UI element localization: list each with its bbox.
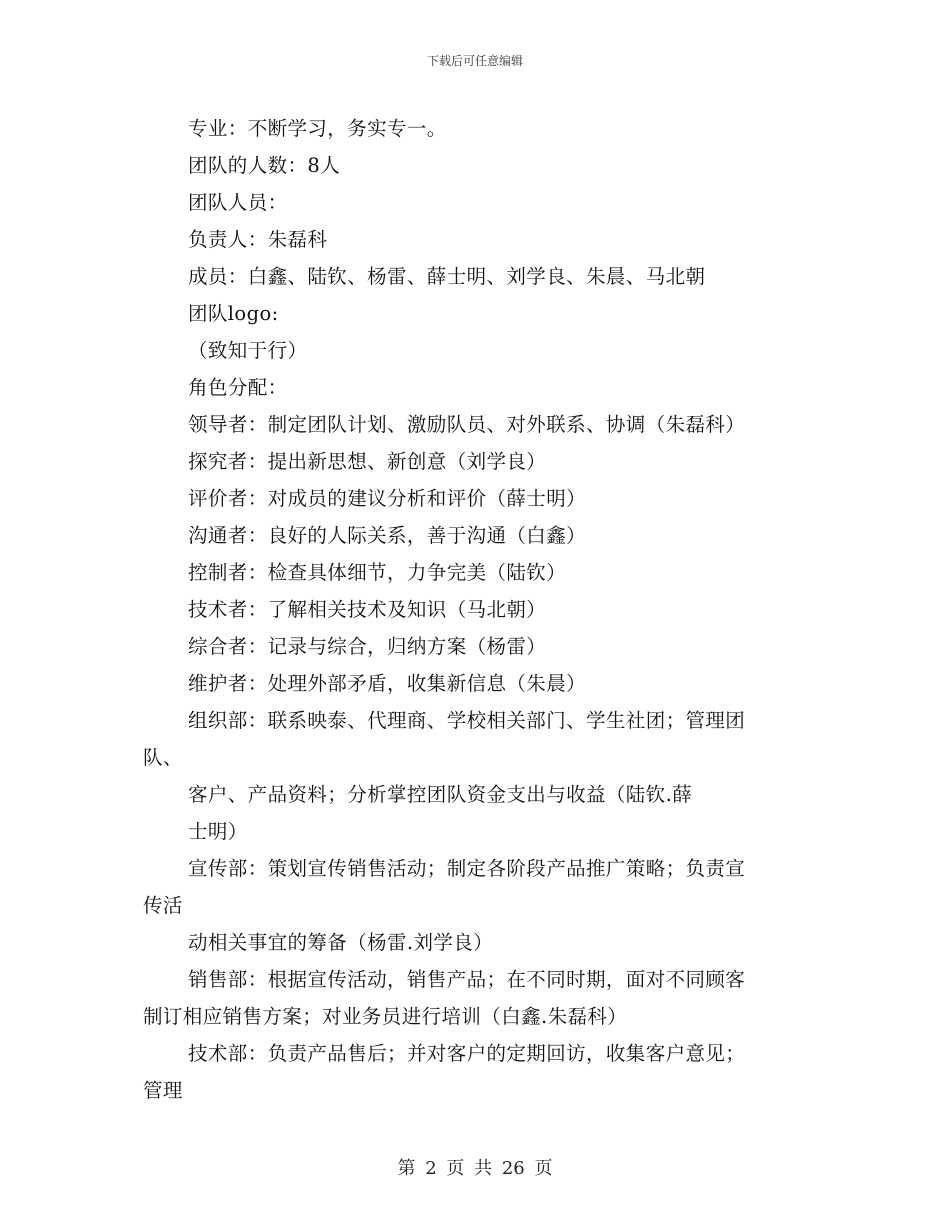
text-line: 专业：不断学习，务实专一。 xyxy=(188,117,447,140)
text-line: 销售部：根据宣传活动，销售产品；在不同时期，面对不同顾客 xyxy=(188,968,746,991)
text-line: 技术部：负责产品售后；并对客户的定期回访，收集客户意见； xyxy=(188,1042,746,1065)
page-header: 下载后可任意编辑 xyxy=(426,54,523,68)
text-line: 团队的人数：8人 xyxy=(188,154,341,177)
page-footer: 第 2 页 共 26 页 xyxy=(397,1158,553,1179)
text-line: 团队人员： xyxy=(188,191,288,214)
text-line: 维护者：处理外部矛盾，收集新信息（朱晨） xyxy=(188,672,587,695)
document-body xyxy=(143,110,803,1109)
text-line: 宣传部：策划宣传销售活动；制定各阶段产品推广策略；负责宣 xyxy=(188,857,746,880)
text-line: 组织部：联系映泰、代理商、学校相关部门、学生社团；管理团 xyxy=(188,709,746,732)
text-line: 综合者：记录与综合，归纳方案（杨雷） xyxy=(188,635,547,658)
text-line: 管理 xyxy=(143,1079,183,1102)
text-line: 技术者：了解相关技术及知识（马北朝） xyxy=(188,598,547,621)
text-line: 动相关事宜的筹备（杨雷.刘学良） xyxy=(188,931,494,954)
text-line: （致知于行） xyxy=(188,339,308,362)
text-line: 客户、产品资料；分析掌控团队资金支出与收益（陆钦.薛 xyxy=(188,783,693,806)
text-line: 沟通者：良好的人际关系，善于沟通（白鑫） xyxy=(188,524,587,547)
text-line: 评价者：对成员的建议分析和评价（薛士明） xyxy=(188,487,587,510)
text-line: 团队logo: xyxy=(188,302,279,325)
text-line: 传活 xyxy=(143,894,183,917)
text-line: 领导者：制定团队计划、激励队员、对外联系、协调（朱磊科） xyxy=(188,413,746,436)
text-line: 控制者：检查具体细节，力争完美（陆钦） xyxy=(188,561,567,584)
text-line: 角色分配： xyxy=(188,376,288,399)
text-line: 成员：白鑫、陆钦、杨雷、薛士明、刘学良、朱晨、马北朝 xyxy=(188,265,706,288)
text-line: 制订相应销售方案；对业务员进行培训（白鑫.朱磊科） xyxy=(143,1005,628,1028)
text-line: 负责人：朱磊科 xyxy=(188,228,328,251)
text-line: 士明） xyxy=(188,820,248,843)
text-line: 队、 xyxy=(143,746,183,769)
text-line: 探究者：提出新思想、新创意（刘学良） xyxy=(188,450,547,473)
